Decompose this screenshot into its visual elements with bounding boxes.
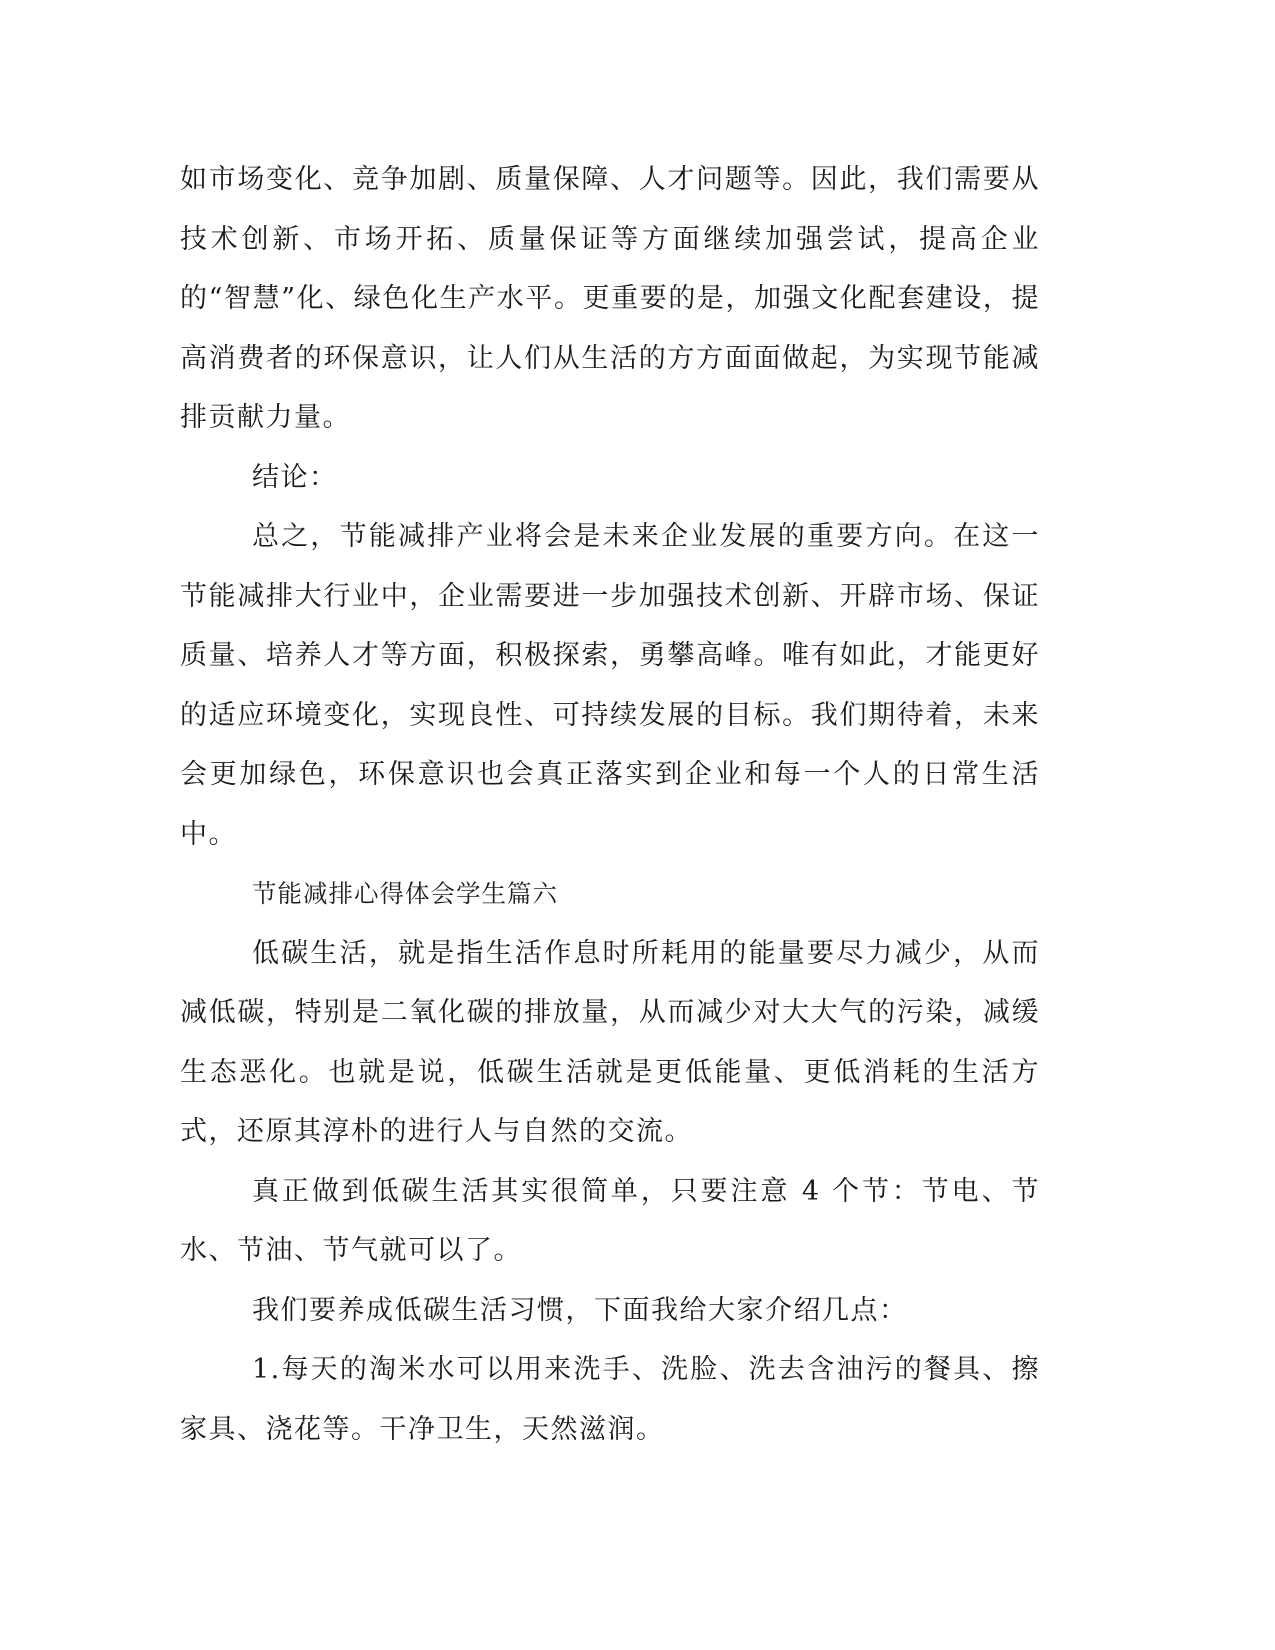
document-body <box>180 150 1040 1459</box>
paragraph-challenges: 如市场变化、竞争加剧、质量保障、人才问题等。因此，我们需要从技术创新、市场开拓、质量保证等方面继续加强尝试，提高企业的“智慧”化、绿色化生产水平。更重要的是，加强文化配套建设，提高消费者的环保意识，让人们从生活的方方面面做起，为实现节能减排贡献力量。 <box>180 164 1040 433</box>
list-item-rice-water: 1.每天的淘米水可以用来洗手、洗脸、洗去含油污的餐具、擦家具、浇花等。干净卫生，天然滋润。 <box>180 1354 1040 1445</box>
paragraph-four-savings: 真正做到低碳生活其实很简单，只要注意 4 个节：节电、节水、节油、节气就可以了。 <box>180 1175 1040 1266</box>
paragraph-habits-intro: 我们要养成低碳生活习惯，下面我给大家介绍几点： <box>252 1294 908 1326</box>
conclusion-label: 结论： <box>252 461 338 493</box>
paragraph-conclusion: 总之，节能减排产业将会是未来企业发展的重要方向。在这一节能减排大行业中，企业需要进一步加强技术创新、开辟市场、保证质量、培养人才等方面，积极探索，勇攀高峰。唯有如此，才能更好的适应环境变化，实现良性、可持续发展的目标。我们期待着，未来会更加绿色，环保意识也会真正落实到企业和每一个人的日常生活中。 <box>180 521 1040 850</box>
section-heading: 节能减排心得体会学生篇六 <box>252 879 558 908</box>
paragraph-low-carbon-definition: 低碳生活，就是指生活作息时所耗用的能量要尽力减少，从而减低碳，特别是二氧化碳的排放量，从而减少对大大气的污染，减缓生态恶化。也就是说，低碳生活就是更低能量、更低消耗的生活方式，还原其淳朴的进行人与自然的交流。 <box>180 937 1040 1147</box>
